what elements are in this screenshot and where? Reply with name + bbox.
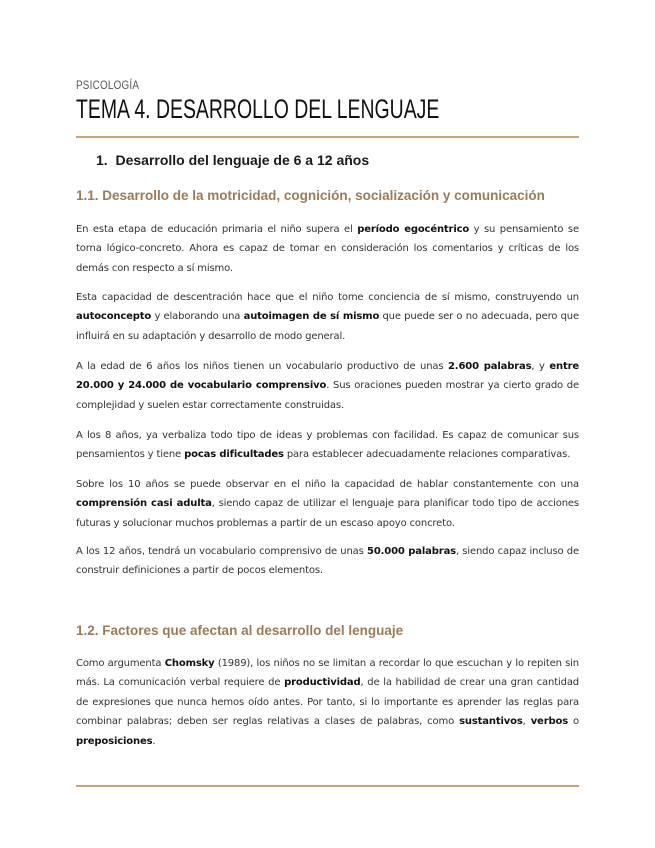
subject-label: PSICOLOGÍA — [76, 78, 140, 92]
paragraph-age-8: A los 8 años, ya verbaliza todo tipo de ideas y problemas con facilidad. Es capaz de comunicar sus pensamientos y tiene pocas dificultades para establecer adecuadamente relaciones comparativas. — [76, 430, 579, 461]
paragraph-egocentric: En esta etapa de educación primaria el niño supera el período egocéntrico y su pensamiento se torna lógico-concreto. Ahora es capaz de tomar en consideración los comentarios y críticas de los demás con respecto a sí mismo. — [76, 224, 579, 274]
subsection-heading-1-2: 1.2. Factores que afectan al desarrollo del lenguaje — [76, 623, 404, 638]
section-heading — [96, 152, 369, 168]
subsection-heading-1-1: 1.1. Desarrollo de la motricidad, cognición, socialización y comunicación — [76, 188, 545, 203]
paragraph-age-10: Sobre los 10 años se puede observar en el niño la capacidad de hablar constantemente con una comprensión casi adulta, siendo capaz de utilizar el lenguaje para planificar todo tipo de acciones futuras y solucionar muchos problemas a partir de un escaso apoyo concreto. — [76, 479, 579, 529]
section-number: 1. — [96, 152, 108, 168]
section-title: Desarrollo del lenguaje de 6 a 12 años — [115, 152, 370, 168]
title-divider — [76, 136, 579, 138]
paragraph-decentration: Esta capacidad de descentración hace que el niño tome conciencia de sí mismo, construyendo un autoconcepto y elaborando una autoimagen de sí mismo que puede ser o no adecuada, pero que influirá en su adaptación y desarrollo de modo general. — [76, 292, 579, 342]
paragraph-age-6: A la edad de 6 años los niños tienen un vocabulario productivo de unas 2.600 palabras, y entre 20.000 y 24.000 de vocabulario comprensivo. Sus oraciones pueden mostrar ya cierto grado de complejidad y suelen estar correctamente construidas. — [76, 361, 579, 411]
footer-divider — [76, 785, 579, 787]
paragraph-age-12: A los 12 años, tendrá un vocabulario comprensivo de unas 50.000 palabras, siendo capaz incluso de construir definiciones a partir de pocos elementos. — [76, 546, 579, 577]
paragraph-chomsky: Como argumenta Chomsky (1989), los niños no se limitan a recordar lo que escuchan y lo repiten sin más. La comunicación verbal requiere de productividad, de la habilidad de crear una gran cantidad de expresiones que nunca hemos oído antes. Por tanto, si lo importante es aprender las reglas para combinar palabras; deben ser reglas relativas a clases de palabras, como sustantivos, verbos o preposiciones. — [76, 658, 579, 747]
page-title: TEMA 4. DESARROLLO DEL LENGUAJE — [76, 94, 440, 124]
